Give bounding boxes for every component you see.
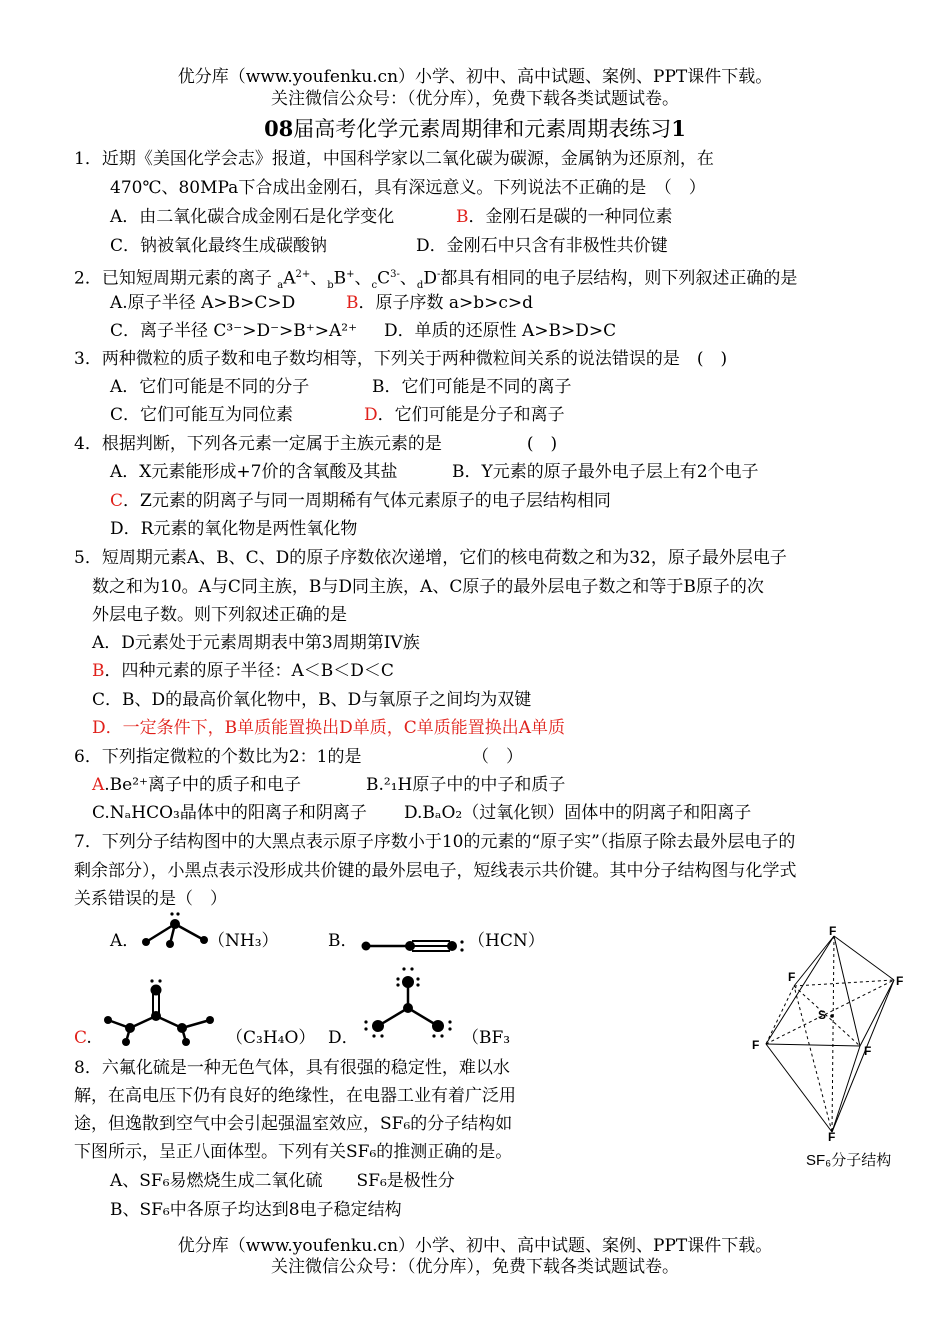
- q4-option-b: B．Y元素的原子最外电子层上有2个电子: [452, 462, 759, 482]
- header-line-2: 关注微信公众号：（优分库），免费下载各类试题试卷。: [271, 89, 679, 109]
- bf3-structure-diagram: [360, 962, 460, 1042]
- q7-option-a-label: A．: [110, 931, 140, 951]
- sf6-fluorine-left: F: [752, 1038, 760, 1052]
- q8-stem-1: 8．六氟化硫是一种无色气体，具有很强的稳定性，难以水: [74, 1058, 510, 1078]
- nh3-structure-diagram: [140, 910, 210, 950]
- q7-option-b-formula: （HCN）: [468, 931, 545, 951]
- q5-stem-3: 外层电子数。则下列叙述正确的是: [92, 605, 347, 625]
- sf6-sulfur-center: S: [818, 1008, 827, 1022]
- q6-option-c: C.NₐHCO₃晶体中的阳离子和阴离子: [92, 803, 367, 823]
- q7-stem-2: 剩余部分），小黑点表示没形成共价键的最外层电子，短线表示共价键。其中分子结构图与化学式: [74, 861, 797, 881]
- footer-line-2: 关注微信公众号：（优分库），免费下载各类试题试卷。: [271, 1257, 679, 1277]
- q7-option-d-formula: （BF₃: [462, 1028, 511, 1048]
- q3-option-c: C．它们可能互为同位素: [110, 405, 294, 425]
- q5-stem-1: 5．短周期元素A、B、C、D的原子序数依次递增，它们的核电荷数之和为32，原子最外层电子: [74, 548, 787, 568]
- q7-stem-1: 7．下列分子结构图中的大黑点表示原子序数小于10的元素的“原子实”（指原子除去最外层电子的: [74, 832, 796, 852]
- hcn-structure-diagram: [356, 930, 466, 960]
- c3h4o-structure-diagram: [100, 978, 225, 1048]
- q7-option-c-formula: （C₃H₄O）: [226, 1028, 316, 1048]
- q2-stem: 2．已知短周期元素的离子 $_aA^{2+}$、$_b$B+、$_cC^{3-}$、$_d$D-都具有相同的电子层结构，则下列叙述正确的是: [74, 268, 798, 292]
- q8-stem-4: 下图所示，呈正八面体型。下列有关SF₆的推测正确的是。: [74, 1142, 513, 1162]
- sf6-fluorine-right: F: [896, 974, 904, 988]
- q2-option-a: A.原子半径 A>B>C>D: [110, 293, 296, 313]
- sf6-fluorine-left-back: F: [788, 970, 796, 984]
- q7-option-d-label: D．: [328, 1028, 359, 1048]
- q8-option-b: B、SF₆中各原子均达到8电子稳定结构: [110, 1200, 402, 1220]
- sf6-fluorine-front: F: [864, 1044, 872, 1058]
- q5-option-b: B．四种元素的原子半径：A＜B＜D＜C: [92, 661, 394, 681]
- page-title: 08届高考化学元素周期律和元素周期表练习1: [264, 116, 686, 141]
- q7-stem-3: 关系错误的是（ ）: [74, 889, 227, 909]
- q4-option-d: D．R元素的氧化物是两性氧化物: [110, 519, 358, 539]
- q5-stem-2: 数之和为10。A与C同主族，B与D同主族，A、C原子的最外层电子数之和等于B原子的次: [92, 577, 764, 597]
- header-line-1: 优分库（www.youfenku.cn）小学、初中、高中试题、案例、PPT课件下载。: [177, 67, 773, 87]
- q2-option-b: B．原子序数 a>b>c>d: [346, 293, 534, 313]
- q4-option-a: A．X元素能形成+7价的含氧酸及其盐: [110, 462, 398, 482]
- q7-option-c-label: C.: [74, 1028, 92, 1048]
- q5-option-a: A．D元素处于元素周期表中第3周期第IV族: [92, 633, 420, 653]
- sf6-fluorine-bottom: F: [828, 1130, 836, 1144]
- sf6-figure-caption: SF₆分子结构: [806, 1152, 892, 1169]
- q6-option-b: B.²₁H原子中的中子和质子: [366, 775, 566, 795]
- q3-option-d: D．它们可能是分子和离子: [364, 405, 565, 425]
- q3-option-b: B．它们可能是不同的离子: [372, 377, 572, 397]
- q1-option-b: B．金刚石是碳的一种同位素: [456, 207, 673, 227]
- q8-option-a: A、SF₆易燃烧生成二氧化硫 SF₆是极性分: [110, 1171, 455, 1191]
- q6-option-d: D.BₐO₂（过氧化钡）固体中的阴离子和阳离子: [404, 803, 752, 823]
- footer-line-1: 优分库（www.youfenku.cn）小学、初中、高中试题、案例、PPT课件下载。: [177, 1236, 773, 1256]
- q1-option-c: C．钠被氧化最终生成碳酸钠: [110, 236, 328, 256]
- q5-option-c: C．B、D的最高价氧化物中，B、D与氧原子之间均为双键: [92, 690, 532, 710]
- q3-option-a: A．它们可能是不同的分子: [110, 377, 310, 397]
- q7-option-b-label: B．: [328, 931, 358, 951]
- q8-stem-3: 途，但逸散到空气中会引起强温室效应，SF₆的分子结构如: [74, 1114, 513, 1134]
- sf6-octahedron-diagram: [748, 920, 918, 1150]
- sf6-fluorine-top: F: [829, 924, 837, 938]
- q6-option-a: A.Be²⁺离子中的质子和电子: [92, 775, 302, 795]
- q1-option-d: D．金刚石中只含有非极性共价键: [416, 236, 668, 256]
- q7-option-a-formula: （NH₃）: [208, 931, 279, 951]
- q4-option-c: C．Z元素的阴离子与同一周期稀有气体元素原子的电子层结构相同: [110, 491, 611, 511]
- q2-option-c: C．离子半径 C³⁻>D⁻>B⁺>A²⁺: [110, 321, 358, 341]
- q4-stem: 4．根据判断，下列各元素一定属于主族元素的是 ( ): [74, 434, 558, 454]
- q1-stem-1: 1．近期《美国化学会志》报道，中国科学家以二氧化碳为碳源，金属钠为还原剂，在: [74, 149, 714, 169]
- q1-stem-2: 470℃、80MPa下合成出金刚石，具有深远意义。下列说法不正确的是 （ ）: [110, 178, 706, 198]
- q1-option-a: A．由二氧化碳合成金刚石是化学变化: [110, 207, 395, 227]
- q8-stem-2: 解，在高电压下仍有良好的绝缘性，在电器工业有着广泛用: [74, 1086, 516, 1106]
- q3-stem: 3．两种微粒的质子数和电子数均相等，下列关于两种微粒间关系的说法错误的是 ( ): [74, 349, 728, 369]
- q2-option-d: D．单质的还原性 A>B>D>C: [384, 321, 617, 341]
- q5-option-d: D．一定条件下，B单质能置换出D单质，C单质能置换出A单质: [92, 718, 566, 738]
- q6-stem: 6．下列指定微粒的个数比为2：1的是 （ ）: [74, 747, 523, 767]
